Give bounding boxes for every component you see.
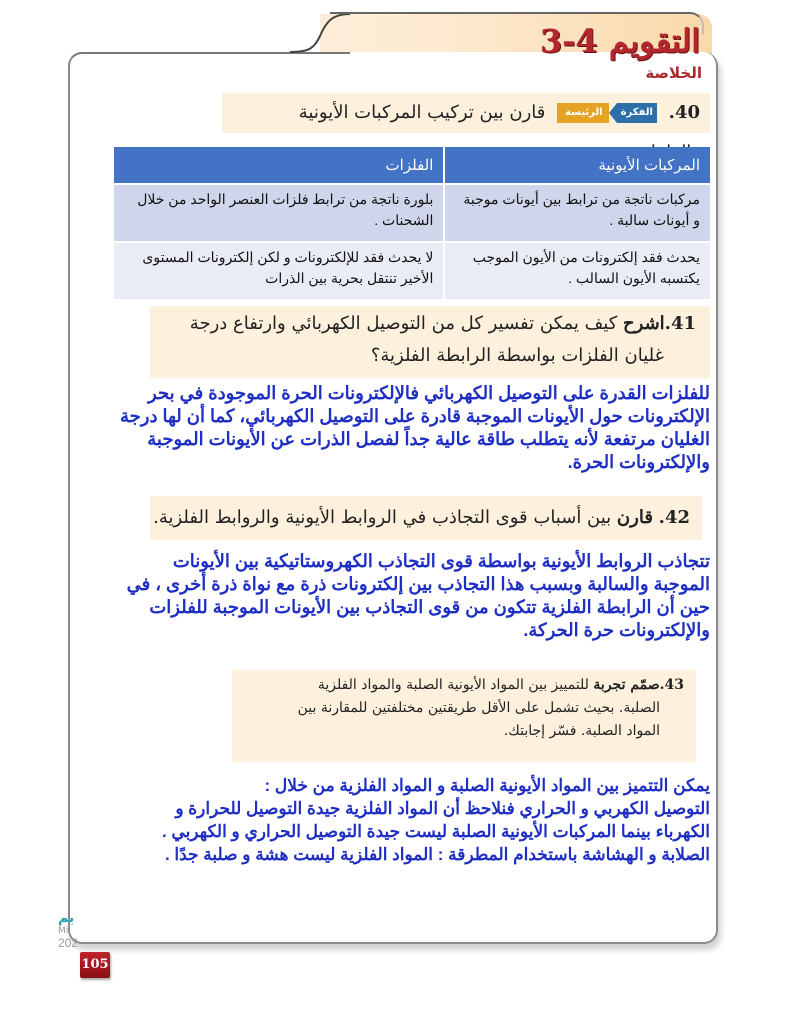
header-mask bbox=[70, 14, 320, 54]
question-number: 41. bbox=[664, 313, 696, 334]
question-text-line3: المواد الصلبة. فسّر إجابتك. bbox=[503, 723, 660, 739]
question-text-line2: غليان الفلزات بواسطة الرابطة الفلزية؟ bbox=[370, 345, 664, 366]
question-text-line1: كيف يمكن تفسير كل من التوصيل الكهربائي وارتفاع درجة bbox=[189, 313, 618, 334]
question-text: بين أسباب قوى التجاذب في الروابط الأيونية والروابط الفلزية. bbox=[153, 507, 612, 528]
answer-42: تتجاذب الروابط الأيونية بواسطة قوى التجاذب الكهروستاتيكية بين الأيونات الموجبة والسالبة وبسبب هذا التجاذب بين إلكترونات ذرة مع نواة ذرة أخرى ، في حين أن الرابطة الفلزية تتكون من قوى التجاذب بين الأيونات الموجبة للفلزات والإلكترونات حرة الحركة. bbox=[126, 551, 710, 640]
question-text-line1: للتمييز بين المواد الأيونية الصلبة والمواد الفلزية bbox=[317, 677, 589, 693]
edition-year: 202 bbox=[58, 936, 79, 950]
section-subtitle: الخلاصة bbox=[645, 64, 702, 82]
question-number: 42. bbox=[658, 507, 690, 528]
question-number: 43. bbox=[659, 677, 684, 693]
header-metals: الفلزات bbox=[113, 147, 444, 184]
publisher-logo-subtext: Mi bbox=[58, 926, 69, 936]
question-text-line2: الصلبة. بحيث تشمل على الأقل طريقتين مختلفتين للمقارنة بين bbox=[297, 700, 660, 716]
answer-line: يمكن التتميز بين المواد الأيونية الصلبة و المواد الفلزية من خلال : bbox=[264, 776, 710, 795]
table-row bbox=[113, 184, 710, 242]
question-verb: قارن bbox=[616, 507, 653, 528]
table-row bbox=[113, 242, 710, 299]
table-cell: بلورة ناتجة من ترابط فلزات العنصر الواحد من خلال الشحنات . bbox=[113, 184, 444, 242]
card-top-edge bbox=[68, 52, 350, 74]
main-idea-badge bbox=[557, 103, 657, 123]
question-verb: صمّم تجربة bbox=[593, 677, 660, 693]
page-title: التقويم 4-3 bbox=[539, 22, 700, 60]
table-header-row bbox=[113, 147, 710, 184]
publisher-logo: يم bbox=[58, 910, 75, 926]
header-ionic-compounds: المركبات الأيونية bbox=[444, 147, 710, 184]
question-43 bbox=[232, 670, 696, 762]
question-40 bbox=[222, 93, 710, 133]
answer-line: الكهرباء بينما المركبات الأيونية الصلبة ليست جيدة التوصيل الحراري و الكهربي . bbox=[161, 822, 710, 841]
table-cell: لا يحدث فقد للإلكترونات و لكن إلكترونات المستوى الأخير تنتقل بحرية بين الذرات bbox=[113, 242, 444, 299]
answer-43 bbox=[60, 774, 710, 866]
answer-line: الصلابة و الهشاشة باستخدام المطرقة : المواد الفلزية ليست هشة و صلبة جدًا . bbox=[164, 845, 710, 864]
comparison-table bbox=[112, 147, 710, 299]
badge-idea-label: الفكرة bbox=[617, 103, 657, 123]
question-number: 40. bbox=[668, 102, 700, 123]
table-cell: مركبات ناتجة من ترابط بين أيونات موجبة و أيونات سالبة . bbox=[444, 184, 710, 242]
badge-main-label: الرئيسة bbox=[557, 103, 608, 123]
question-41 bbox=[150, 306, 710, 378]
question-text: قارن بين تركيب المركبات الأيونية bbox=[298, 102, 546, 123]
question-42 bbox=[150, 496, 702, 540]
question-verb: اشرح bbox=[623, 313, 665, 334]
answer-41: للفلزات القدرة على التوصيل الكهربائي فالإلكترونات الحرة الموجودة في بحر الإلكترونات حول الأيونات الموجبة قادرة على التوصيل الكهربائي، كما أن لها درجة الغليان مرتفعة لأنه يتطلب طاقة عالية جداً لفصل الذرات عن الأيونات الموجبة والإلكترونات الحرة. bbox=[119, 383, 710, 472]
chevron-icon bbox=[609, 103, 617, 123]
answer-line: التوصيل الكهربي و الحراري فنلاحظ أن المواد الفلزية جيدة التوصيل للحرارة و bbox=[175, 799, 710, 818]
page-number-badge: 105 bbox=[80, 952, 110, 978]
table-cell: يحدث فقد إلكترونات من الأيون الموجب يكتسبه الأيون السالب . bbox=[444, 242, 710, 299]
